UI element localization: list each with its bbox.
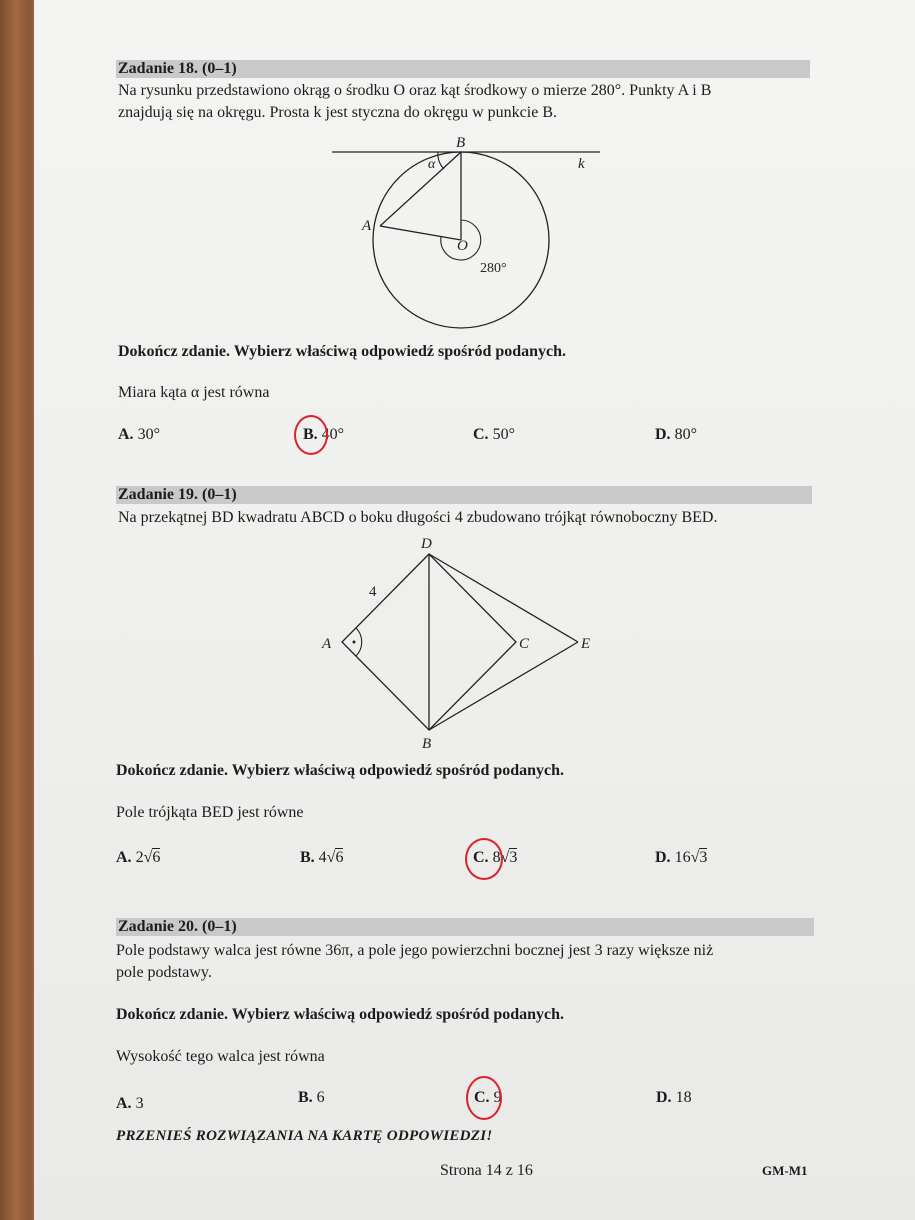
answer-letter: D. <box>655 426 671 443</box>
task-19-answer-a[interactable] <box>116 848 160 868</box>
exam-code: GM-M1 <box>762 1163 808 1178</box>
label-D: D <box>421 536 432 552</box>
answer-value: 30° <box>137 426 160 443</box>
sqrt-sign: √ <box>143 849 153 866</box>
label-alpha: α <box>428 157 436 172</box>
task-18-text-line2: znajdują się na okręgu. Prosta k jest styczna do okręgu w punkcie B. <box>118 104 557 121</box>
label-E: E <box>581 636 591 652</box>
task-19-header: Zadanie 19. (0–1) <box>116 486 812 504</box>
label-k: k <box>578 156 585 172</box>
task-20-answer-mark <box>466 1076 502 1120</box>
answer-coefficient: 16 <box>674 849 691 866</box>
task-18-text-line1: Na rysunku przedstawiono okrąg o środku O oraz kąt środkowy o mierze 280°. Punkty A i B <box>118 82 712 99</box>
task-19-text-line1: Na przekątnej BD kwadratu ABCD o boku długości 4 zbudowano trójkąt równoboczny BED. <box>118 509 718 526</box>
task-20-answer-d[interactable] <box>656 1088 692 1108</box>
answer-value: 50° <box>492 426 515 443</box>
answer-value: 9 <box>493 1089 502 1106</box>
answer-coefficient: 8 <box>492 849 501 866</box>
answer-coefficient: 4 <box>318 849 327 866</box>
task-20-header: Zadanie 20. (0–1) <box>116 918 814 936</box>
task-19-square-figure <box>316 532 606 754</box>
answer-letter: B. <box>303 426 318 443</box>
label-B: B <box>422 736 432 752</box>
task-18-answer-c[interactable] <box>473 425 515 445</box>
label-A: A <box>322 636 332 652</box>
answer-value: 80° <box>674 426 697 443</box>
label-280: 280° <box>480 261 507 276</box>
answer-letter: B. <box>300 849 315 866</box>
task-19-instruction: Dokończ zdanie. Wybierz właściwą odpowiedź spośród podanych. <box>116 762 565 779</box>
radius-OA <box>380 226 461 240</box>
answer-letter: A. <box>116 849 132 866</box>
label-B: B <box>456 135 466 151</box>
task-18-answer-mark <box>294 415 328 455</box>
label-A: A <box>362 218 372 234</box>
task-20-text-line2: pole podstawy. <box>116 964 212 981</box>
task-18-answer-d[interactable] <box>655 425 697 445</box>
task-20-text-line1: Pole podstawy walca jest równe 36π, a pole jego powierzchni bocznej jest 3 razy większe niż <box>116 942 714 959</box>
page-number: Strona 14 z 16 <box>440 1162 533 1179</box>
task-20-answer-a[interactable] <box>116 1094 144 1114</box>
answer-letter: C. <box>474 1089 490 1106</box>
sqrt-sign: √ <box>500 849 510 866</box>
answer-letter: D. <box>656 1089 672 1106</box>
answer-letter: C. <box>473 426 489 443</box>
label-C: C <box>519 636 530 652</box>
task-18-circle-figure <box>320 130 610 345</box>
answer-value: 3 <box>135 1095 144 1112</box>
task-18-instruction: Dokończ zdanie. Wybierz właściwą odpowiedź spośród podanych. <box>118 343 567 360</box>
answer-value: 6 <box>316 1089 325 1106</box>
answer-letter: B. <box>298 1089 313 1106</box>
answer-value: 40° <box>321 426 345 443</box>
answer-radicand: 3 <box>509 849 518 866</box>
chord-AB <box>380 152 461 226</box>
task-20-answer-b[interactable] <box>298 1088 325 1108</box>
right-angle-arc <box>356 628 362 656</box>
task-19-answer-d[interactable] <box>655 848 707 868</box>
task-19-question: Pole trójkąta BED jest równe <box>116 804 304 821</box>
task-20-instruction: Dokończ zdanie. Wybierz właściwą odpowiedź spośród podanych. <box>116 1006 565 1023</box>
right-angle-dot <box>353 641 356 644</box>
task-19-answer-b[interactable] <box>300 848 343 868</box>
answer-radicand: 6 <box>335 849 344 866</box>
answer-value: 18 <box>675 1089 692 1106</box>
answer-coefficient: 2 <box>135 849 144 866</box>
sqrt-sign: √ <box>326 849 336 866</box>
answer-letter: A. <box>116 1095 132 1112</box>
task-20-question: Wysokość tego walca jest równa <box>116 1048 325 1065</box>
task-19-answer-mark <box>465 838 503 880</box>
answer-radicand: 6 <box>152 849 161 866</box>
sqrt-sign: √ <box>690 849 700 866</box>
answer-letter: A. <box>118 426 134 443</box>
answer-radicand: 3 <box>699 849 708 866</box>
label-O: O <box>457 238 468 254</box>
answer-letter: D. <box>655 849 671 866</box>
label-side-4: 4 <box>369 584 377 600</box>
transfer-answers-note: PRZENIEŚ ROZWIĄZANIA NA KARTĘ ODPOWIEDZI! <box>116 1128 493 1144</box>
task-18-question: Miara kąta α jest równa <box>118 384 270 401</box>
answer-letter: C. <box>473 849 489 866</box>
task-18-answer-a[interactable] <box>118 425 160 445</box>
task-18-header: Zadanie 18. (0–1) <box>116 60 810 78</box>
